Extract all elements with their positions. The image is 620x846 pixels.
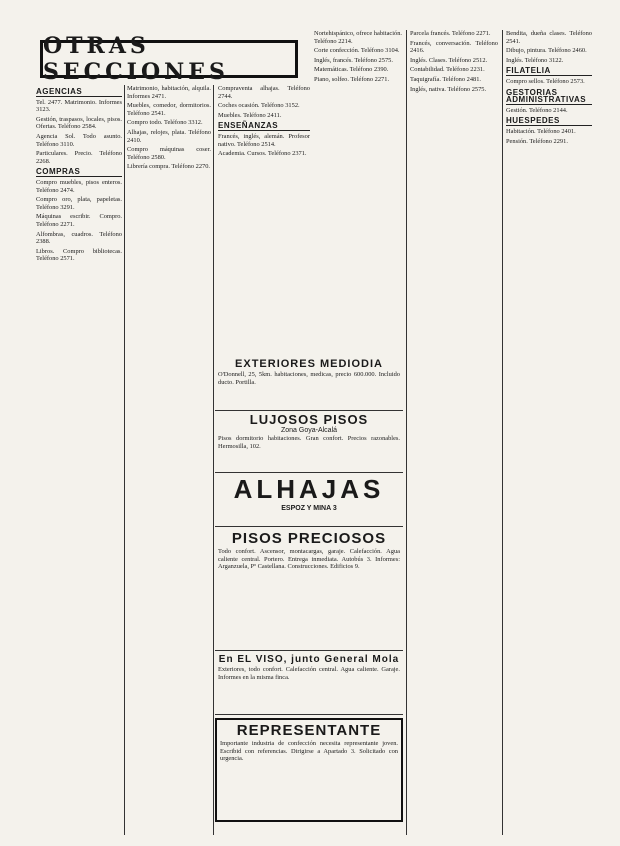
classified-item: Matemáticas. Teléfono 2390. bbox=[314, 66, 389, 74]
classified-item: Taquigrafía. Teléfono 2481. bbox=[410, 75, 482, 83]
ad-heading: En EL VISO, junto General Mola bbox=[218, 654, 400, 665]
ad-subheading: ESPOZ Y MINA 3 bbox=[281, 505, 337, 512]
classified-item: Corte confección. Teléfono 3104. bbox=[314, 47, 400, 55]
classified-item: Compro muebles, pisos enteros. Teléfono 2474. bbox=[36, 178, 122, 194]
column-rule bbox=[406, 30, 407, 835]
classified-item: Habitación. Teléfono 2401. bbox=[506, 127, 576, 135]
column-3 bbox=[218, 85, 310, 355]
column-5 bbox=[410, 30, 498, 835]
ad-heading: PISOS PRECIOSOS bbox=[231, 530, 387, 547]
classified-item: Piano, solfeo. Teléfono 2271. bbox=[314, 75, 390, 83]
classified-item: Gestión. Teléfono 2144. bbox=[506, 106, 568, 114]
classified-item: Compraventa alhajas. Teléfono 2744. bbox=[218, 85, 310, 100]
classified-item: Compro oro, plata, papeletas. Teléfono 3291. bbox=[36, 196, 122, 211]
ad-lujosos-pisos bbox=[215, 412, 403, 473]
classified-item: Dibujo, pintura. Teléfono 2460. bbox=[506, 47, 587, 55]
classified-item: Inglés. Clases. Teléfono 2512. bbox=[410, 56, 488, 64]
classified-item: Gestión, traspasos, locales, pisos. Ofertas. Teléfono 2584. bbox=[36, 115, 122, 131]
section-heading-filatelia: FILATELIA bbox=[506, 67, 592, 76]
classified-item: Nortehispánico, ofrece habitación. Teléfono 2214. bbox=[314, 30, 402, 45]
classified-item: Libros. Compro bibliotecas. Teléfono 2571. bbox=[36, 247, 122, 263]
classified-item: Francés, conversación. Teléfono 2416. bbox=[410, 39, 498, 55]
ad-text: Exteriores, todo confort. Calefacción central. Agua caliente. Garaje. Informes en la misma finca. bbox=[218, 666, 400, 681]
ad-heading: LUJOSOS PISOS bbox=[249, 412, 369, 427]
section-title-box bbox=[40, 33, 298, 85]
ad-text: Todo confort. Ascensor, montacargas, garaje. Calefacción. Agua caliente central. Portero. Entrega inmediata. Autobús 3. Informes: Arganzuela, Pº Castellana. Construcciones. Edificios 9. bbox=[218, 548, 400, 571]
ad-exteriores bbox=[215, 358, 403, 411]
ad-el-viso bbox=[215, 654, 403, 715]
classified-item: Inglés, nativa. Teléfono 2575. bbox=[410, 85, 487, 93]
classified-item: Compro sellos. Teléfono 2573. bbox=[506, 77, 585, 85]
classified-item: Compro todo. Teléfono 3312. bbox=[127, 119, 203, 127]
classified-item: Parcela francés. Teléfono 2271. bbox=[410, 30, 491, 37]
classified-item: Alhajas, relojes, plata. Teléfono 2410. bbox=[127, 128, 211, 144]
classified-item: Coches ocasión. Teléfono 3152. bbox=[218, 102, 300, 110]
ad-heading: REPRESENTANTE bbox=[236, 722, 382, 739]
classified-item: Matrimonio, habitación, alquila. Informes 2471. bbox=[127, 85, 211, 100]
ad-alhajas bbox=[215, 474, 403, 527]
classified-item: Academia. Cursos. Teléfono 2371. bbox=[218, 150, 307, 158]
column-rule bbox=[213, 85, 214, 835]
classified-item: Particulares. Precio. Teléfono 2268. bbox=[36, 150, 122, 165]
classified-item: Máquinas escribir. Compro. Teléfono 2271. bbox=[36, 213, 122, 228]
ad-subheading: Zona Goya-Alcalá bbox=[280, 427, 338, 434]
classified-item: Pensión. Teléfono 2291. bbox=[506, 137, 568, 145]
classified-item: Muebles. Teléfono 2411. bbox=[218, 111, 282, 119]
classified-item: Francés, inglés, alemán. Profesor nativo. Teléfono 2514. bbox=[218, 132, 310, 148]
classified-item: Tel. 2477. Matrimonio. Informes 3123. bbox=[36, 98, 122, 114]
column-4 bbox=[314, 30, 402, 355]
column-rule bbox=[502, 30, 503, 835]
classified-item: Contabilidad. Teléfono 2231. bbox=[410, 66, 485, 74]
classified-item: Agencia Sol. Todo asunto. Teléfono 3110. bbox=[36, 132, 122, 148]
ad-text: Importante industria de confección necesita representante joven. Escribid con referencias. Dirigirse a Apartado 3. Solicitado con urgencia. bbox=[220, 740, 398, 763]
section-heading-gestorias: GESTORIAS ADMINISTRATIVAS bbox=[506, 89, 592, 105]
ad-heading: ALHAJAS bbox=[233, 474, 385, 504]
page-title: OTRAS SECCIONES bbox=[43, 33, 229, 85]
ad-representante bbox=[215, 718, 403, 822]
ad-pisos-preciosos bbox=[215, 530, 403, 651]
classified-item: Inglés, francés. Teléfono 2575. bbox=[314, 56, 393, 64]
classified-item: Muebles, comedor, dormitorios. Teléfono 2541. bbox=[127, 102, 211, 117]
column-1 bbox=[36, 85, 122, 835]
column-rule bbox=[124, 85, 125, 835]
column-2 bbox=[127, 85, 211, 835]
section-heading-agencias: AGENCIAS bbox=[36, 88, 122, 97]
classified-item: Librería compra. Teléfono 2270. bbox=[127, 163, 211, 171]
column-6 bbox=[506, 30, 592, 835]
section-heading-compras: COMPRAS bbox=[36, 168, 122, 177]
ad-text: Pisos dormitorio habitaciones. Gran confort. Precios razonables. Hermosilla, 102. bbox=[218, 435, 400, 450]
section-heading-huespedes: HUESPEDES bbox=[506, 117, 592, 126]
section-heading-ensenanzas: ENSEÑANZAS bbox=[218, 122, 310, 131]
classified-item: Bendita, dueña clases. Teléfono 2541. bbox=[506, 30, 592, 45]
ad-text: O'Donnell, 25, 5km. habitaciones, medicas, precio 600.000. Incluido ducto. Portilla. bbox=[218, 371, 400, 386]
classified-item: Compro máquinas coser. Teléfono 2580. bbox=[127, 146, 211, 161]
classified-item: Alfombras, cuadros. Teléfono 2388. bbox=[36, 230, 122, 246]
ad-heading: EXTERIORES MEDIODIA bbox=[235, 358, 383, 370]
classified-item: Inglés. Teléfono 3122. bbox=[506, 56, 564, 64]
